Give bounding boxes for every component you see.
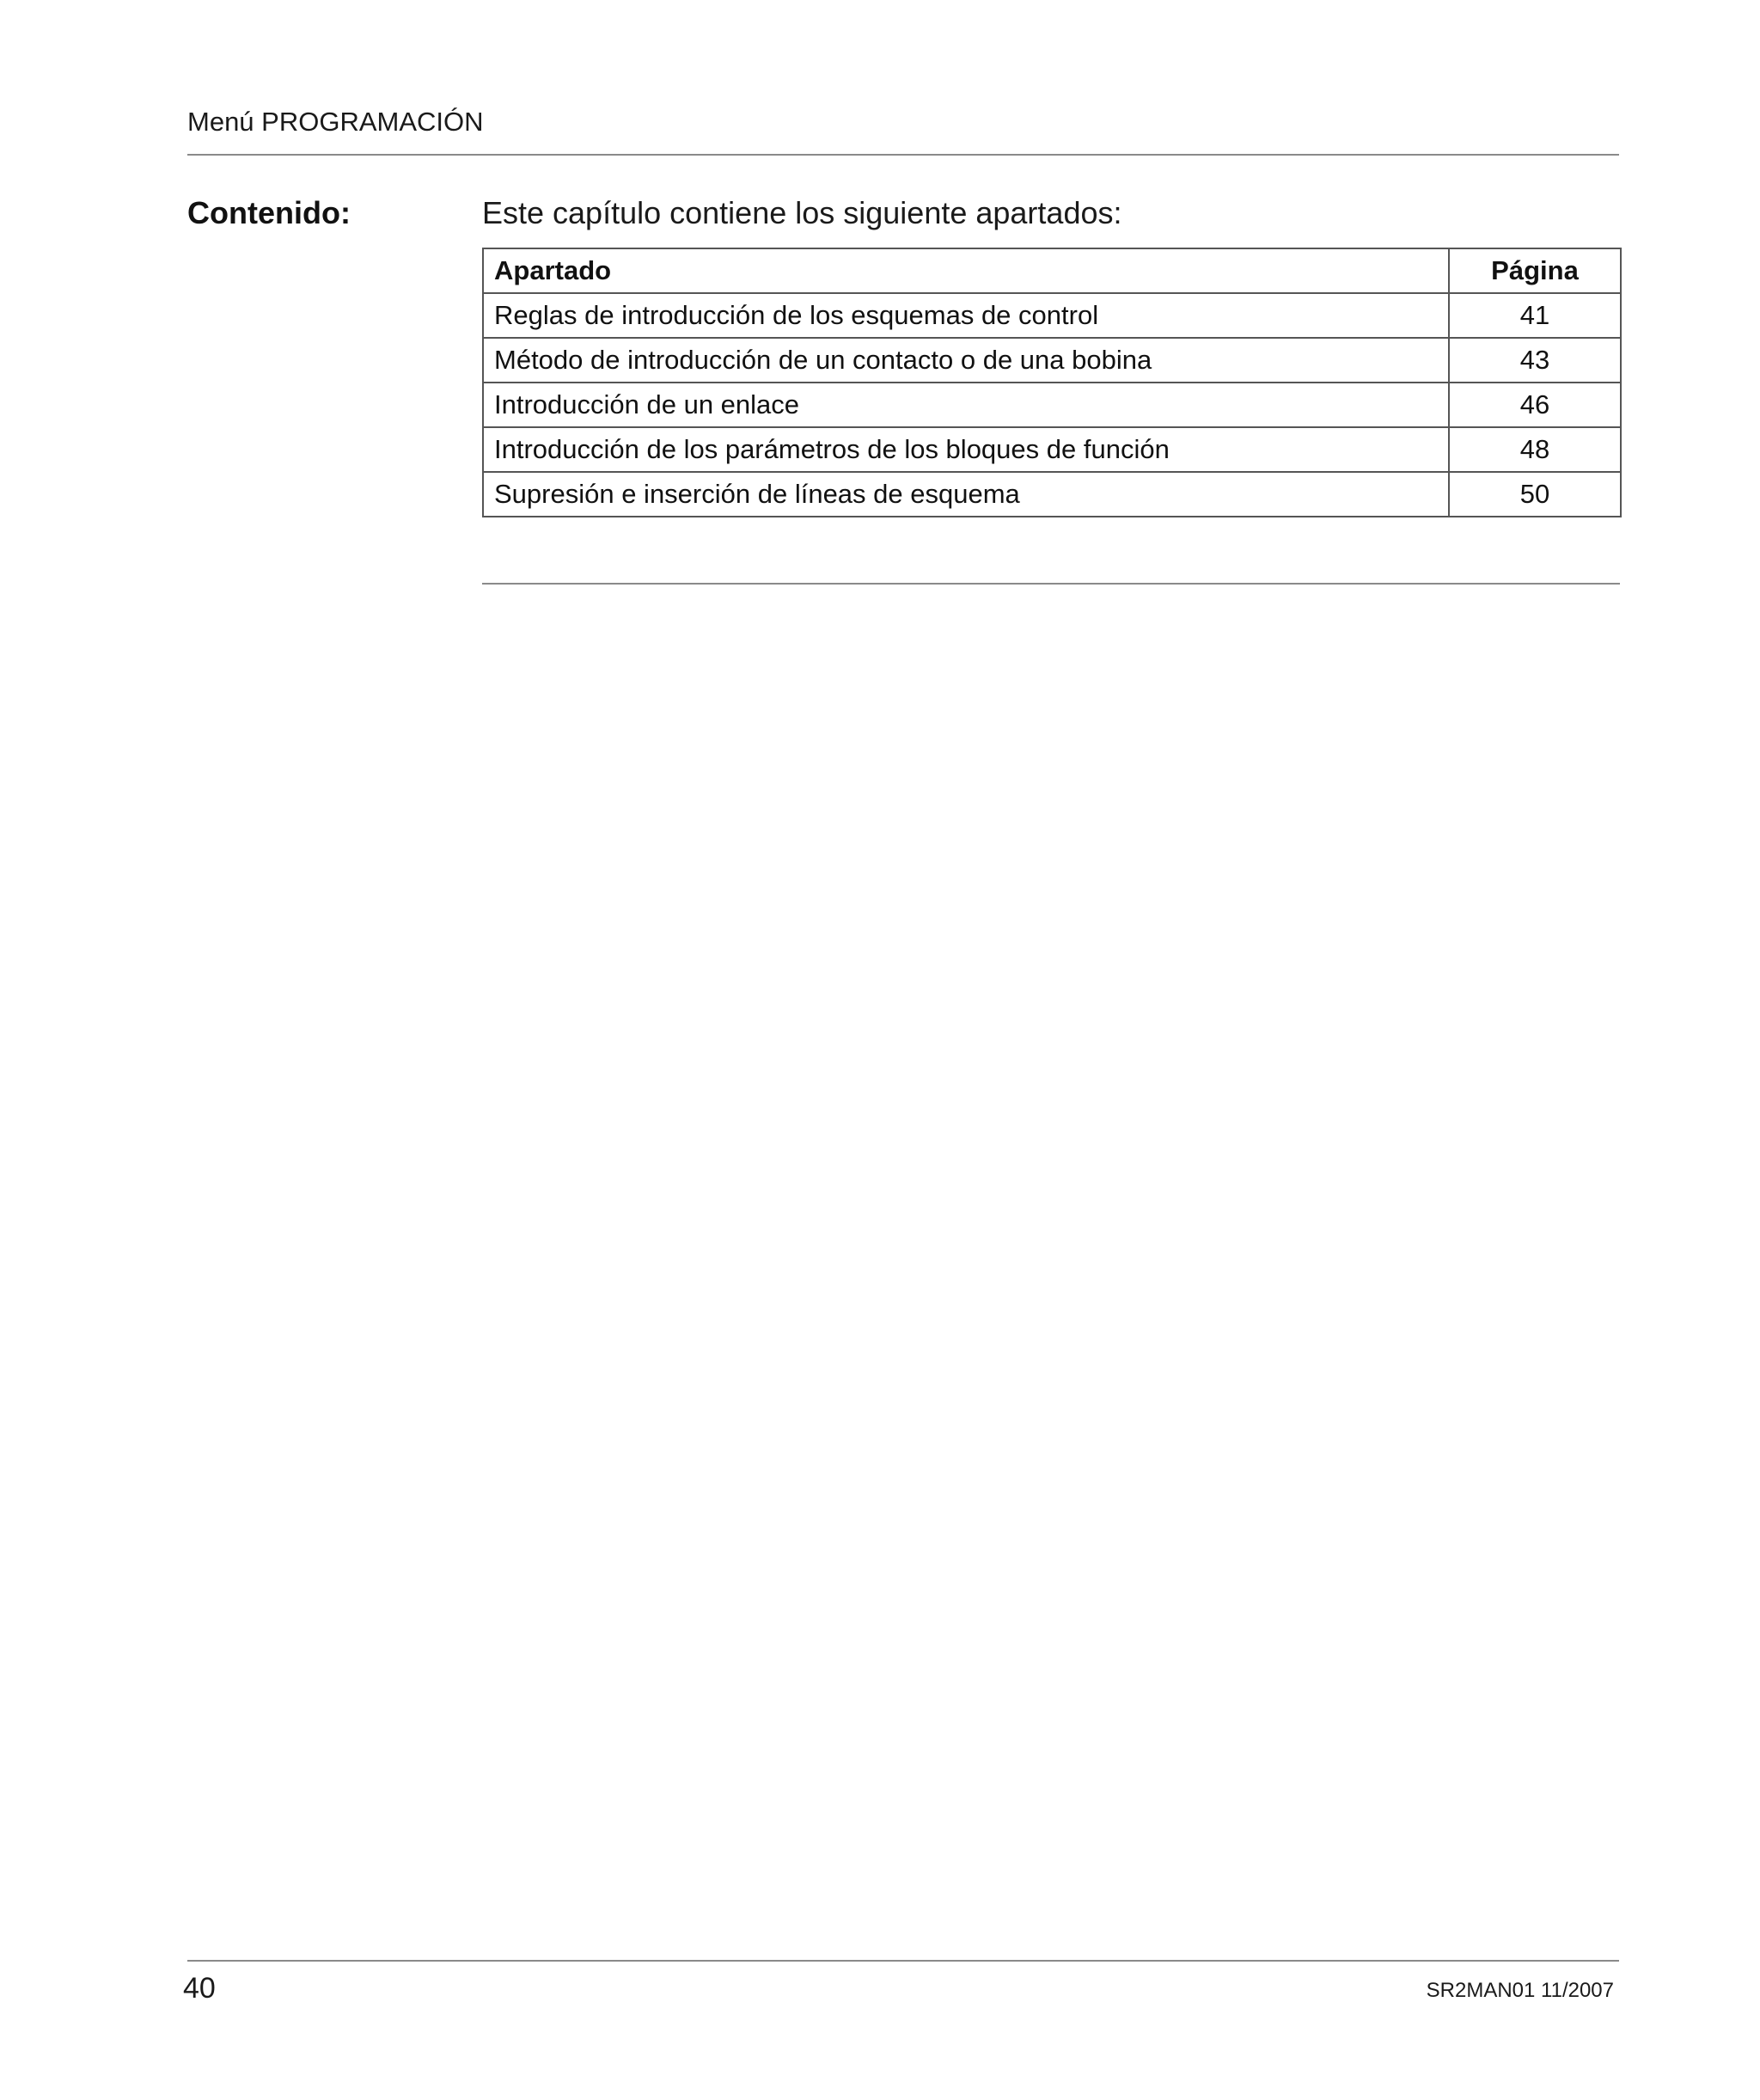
table-row	[483, 383, 1621, 427]
section-title: Método de introducción de un contacto o de una bobina	[483, 338, 1449, 383]
section-page: 46	[1449, 383, 1621, 427]
section-end-divider	[482, 583, 1620, 585]
section-page: 48	[1449, 427, 1621, 472]
page-header-title: Menú PROGRAMACIÓN	[187, 107, 484, 137]
column-header-page: Página	[1449, 248, 1621, 293]
page-number: 40	[183, 1972, 216, 2005]
table-row	[483, 472, 1621, 517]
header-divider	[187, 154, 1619, 156]
table-row	[483, 293, 1621, 338]
section-page: 43	[1449, 338, 1621, 383]
table-row	[483, 338, 1621, 383]
contents-table	[482, 248, 1622, 517]
footer-divider	[187, 1960, 1619, 1962]
section-title: Reglas de introducción de los esquemas de control	[483, 293, 1449, 338]
section-label: Contenido:	[187, 195, 351, 230]
column-header-section: Apartado	[483, 248, 1449, 293]
document-reference: SR2MAN01 11/2007	[1426, 1979, 1614, 2002]
section-title: Introducción de los parámetros de los bloques de función	[483, 427, 1449, 472]
table-header-row	[483, 248, 1621, 293]
table-row	[483, 427, 1621, 472]
section-title: Supresión e inserción de líneas de esquema	[483, 472, 1449, 517]
section-page: 50	[1449, 472, 1621, 517]
intro-text: Este capítulo contiene los siguiente apartados:	[482, 195, 1122, 230]
section-title: Introducción de un enlace	[483, 383, 1449, 427]
section-page: 41	[1449, 293, 1621, 338]
